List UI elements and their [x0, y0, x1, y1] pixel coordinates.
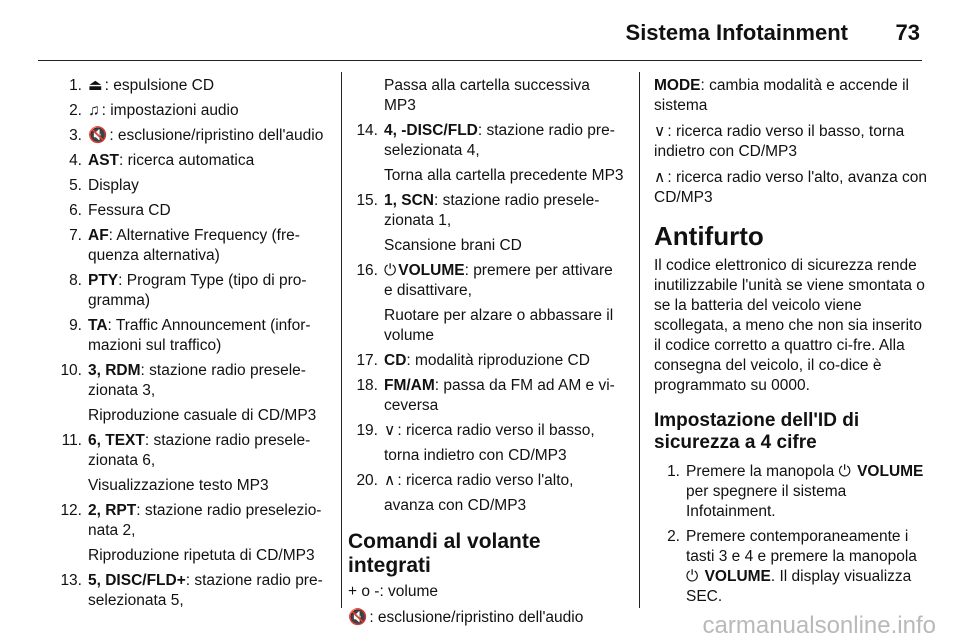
watermark: carmanualsonline.info	[702, 612, 936, 639]
item-text: : esclusione/ripristino dell'audio	[109, 127, 324, 144]
chevron-up-icon: ∧	[654, 169, 666, 186]
mode-line	[654, 76, 932, 116]
item-number: 18.	[356, 377, 378, 394]
mute-icon: 🔇	[348, 609, 368, 626]
step-number: 1.	[667, 463, 680, 480]
list-item	[348, 351, 624, 371]
step-number: 2.	[667, 528, 680, 545]
item-key: 3, RDM	[88, 362, 141, 379]
item-number: 2.	[69, 102, 82, 119]
page-header	[0, 0, 960, 60]
list-item	[52, 201, 334, 221]
column-divider	[639, 72, 640, 608]
item-key: FM/AM	[384, 377, 435, 394]
item-text: : espulsione CD	[104, 77, 215, 94]
section-title: Comandi al volante integrati	[348, 530, 541, 577]
up-line	[654, 168, 932, 208]
up-text: : ricerca radio verso l'alto, avanza con CD/MP3	[654, 169, 928, 206]
list-item	[348, 471, 624, 491]
step-text-end: per spegnere il sistema Infotainment.	[686, 483, 847, 520]
item-number: 10.	[60, 362, 82, 379]
item-text: : stazione radio presele-zionata 1,	[384, 192, 600, 229]
item-text: : Alternative Frequency (fre-quenza alternativa)	[88, 227, 300, 264]
step-item	[654, 527, 932, 607]
item-key: 2, RPT	[88, 502, 137, 519]
power-icon: ⏻	[686, 568, 699, 585]
column-3	[654, 76, 932, 612]
item-text: : Program Type (tipo di pro-gramma)	[88, 272, 307, 309]
item-text: : ricerca automatica	[119, 152, 255, 169]
list-item	[52, 151, 334, 171]
list-item	[52, 101, 334, 121]
item-number: 6.	[69, 202, 82, 219]
column-divider	[341, 72, 342, 608]
item-key: CD	[384, 352, 407, 369]
eject-icon: ⏏	[88, 77, 103, 94]
item-key: TA	[88, 317, 108, 334]
step-text: Premere la manopola	[686, 463, 839, 480]
item-number: 13.	[60, 572, 82, 589]
item-number: 14.	[356, 122, 378, 139]
list-item	[52, 431, 334, 471]
item-text: Display	[88, 177, 139, 194]
item-subtext: Torna alla cartella precedente MP3	[384, 167, 624, 184]
item-key: 4, -DISC/FLD	[384, 122, 478, 139]
column-2	[348, 76, 624, 634]
list-item	[52, 571, 334, 611]
list-item	[52, 271, 334, 311]
chevron-down-icon: ∨	[384, 422, 396, 439]
chevron-down-icon: ∨	[654, 123, 666, 140]
item-number: 16.	[356, 262, 378, 279]
column-2-items	[348, 121, 624, 516]
item-subtext: Riproduzione ripetuta di CD/MP3	[88, 547, 315, 564]
down-text: : ricerca radio verso il basso, torna indietro con CD/MP3	[654, 123, 905, 160]
item-text: : stazione radio presele-zionata 6,	[88, 432, 311, 469]
item-number: 15.	[356, 192, 378, 209]
item-text: : stazione radio presele-zionata 3,	[88, 362, 306, 399]
steering-mute-line	[348, 608, 624, 628]
power-icon: ⏻	[384, 262, 397, 279]
item-text: : ricerca radio verso il basso,	[397, 422, 595, 439]
item-text: : premere per attivare e disattivare,	[384, 262, 613, 299]
step-text-end: . Il display visualizza SEC.	[686, 568, 912, 605]
item-key: 6, TEXT	[88, 432, 145, 449]
item-number: 17.	[356, 352, 378, 369]
item-number: 20.	[356, 472, 378, 489]
item-subtext: Scansione brani CD	[384, 237, 522, 254]
list-item	[52, 226, 334, 266]
list-item	[52, 126, 334, 146]
item-number: 5.	[69, 177, 82, 194]
item-text: : modalità riproduzione CD	[406, 352, 590, 369]
step-text: Premere contemporaneamente i tasti 3 e 4 e premere la manopola	[686, 528, 917, 565]
list-item	[52, 76, 334, 96]
item-subtext: Ruotare per alzare o abbassare il volume	[384, 307, 614, 344]
item-number: 1.	[69, 77, 82, 94]
item-subtext: torna indietro con CD/MP3	[384, 447, 567, 464]
list-item	[348, 261, 624, 301]
item-number: 9.	[69, 317, 82, 334]
steering-volume-text: + o -: volume	[348, 583, 439, 600]
list-item	[348, 376, 624, 416]
item-key: PTY	[88, 272, 119, 289]
item-text: : impostazioni audio	[101, 102, 239, 119]
step-item	[654, 462, 932, 522]
list-item	[52, 316, 334, 356]
step-key: VOLUME	[857, 463, 924, 480]
page-number: 73	[895, 20, 920, 45]
mode-text: : cambia modalità e accende il sistema	[654, 77, 910, 114]
item-text: Fessura CD	[88, 202, 171, 219]
item-text: : ricerca radio verso l'alto,	[397, 472, 574, 489]
power-icon: ⏻	[838, 463, 851, 480]
item-number: 19.	[356, 422, 378, 439]
item-number: 3.	[69, 127, 82, 144]
item-number: 8.	[69, 272, 82, 289]
column-1	[52, 76, 334, 616]
steering-mute-text: : esclusione/ripristino dell'audio	[369, 609, 584, 626]
item-subtext: avanza con CD/MP3	[384, 497, 527, 514]
item-text: : passa da FM ad AM e vi-ceversa	[384, 377, 615, 414]
continued-text: Passa alla cartella successiva MP3	[384, 77, 590, 114]
item-key: AF	[88, 227, 109, 244]
chevron-up-icon: ∧	[384, 472, 396, 489]
header-title: Sistema Infotainment	[625, 20, 848, 45]
list-item	[52, 501, 334, 541]
step-key: VOLUME	[704, 568, 771, 585]
antifurto-text: Il codice elettronico di sicurezza rende inutilizzabile l'unità se viene smontata o se la batteria del veicolo viene scollegata, a meno che non sia inserito il codice corretto a quattro ci-fre. Alla consegna del veicolo, il co-dice è programmato su 0000.	[654, 257, 925, 394]
impostazione-heading: Impostazione dell'ID di sicurezza a 4 cifre	[654, 410, 860, 453]
list-item	[52, 176, 334, 196]
list-item	[52, 361, 334, 401]
item-text: : stazione radio pre-selezionata 4,	[384, 122, 615, 159]
list-item	[348, 121, 624, 161]
list-item	[348, 191, 624, 231]
item-subtext: Riproduzione casuale di CD/MP3	[88, 407, 317, 424]
item-text: : Traffic Announcement (infor-mazioni sul traffico)	[88, 317, 311, 354]
item-subtext: Visualizzazione testo MP3	[88, 477, 269, 494]
item-number: 11.	[61, 432, 82, 449]
item-number: 12.	[60, 502, 82, 519]
item-text: : stazione radio preselezio-nata 2,	[88, 502, 322, 539]
mute-icon: 🔇	[88, 127, 108, 144]
down-line	[654, 122, 932, 162]
header-rule	[38, 60, 922, 61]
antifurto-heading: Antifurto	[654, 221, 764, 251]
item-key: 5, DISC/FLD+	[88, 572, 186, 589]
item-text: : stazione radio pre-selezionata 5,	[88, 572, 323, 609]
item-key: VOLUME	[398, 262, 465, 279]
item-key: 1, SCN	[384, 192, 434, 209]
item-number: 4.	[69, 152, 82, 169]
item-number: 7.	[69, 227, 82, 244]
mode-label: MODE	[654, 77, 701, 94]
music-note-icon: ♫	[88, 102, 100, 119]
item-key: AST	[88, 152, 119, 169]
steps-list	[654, 462, 932, 607]
list-item	[348, 421, 624, 441]
